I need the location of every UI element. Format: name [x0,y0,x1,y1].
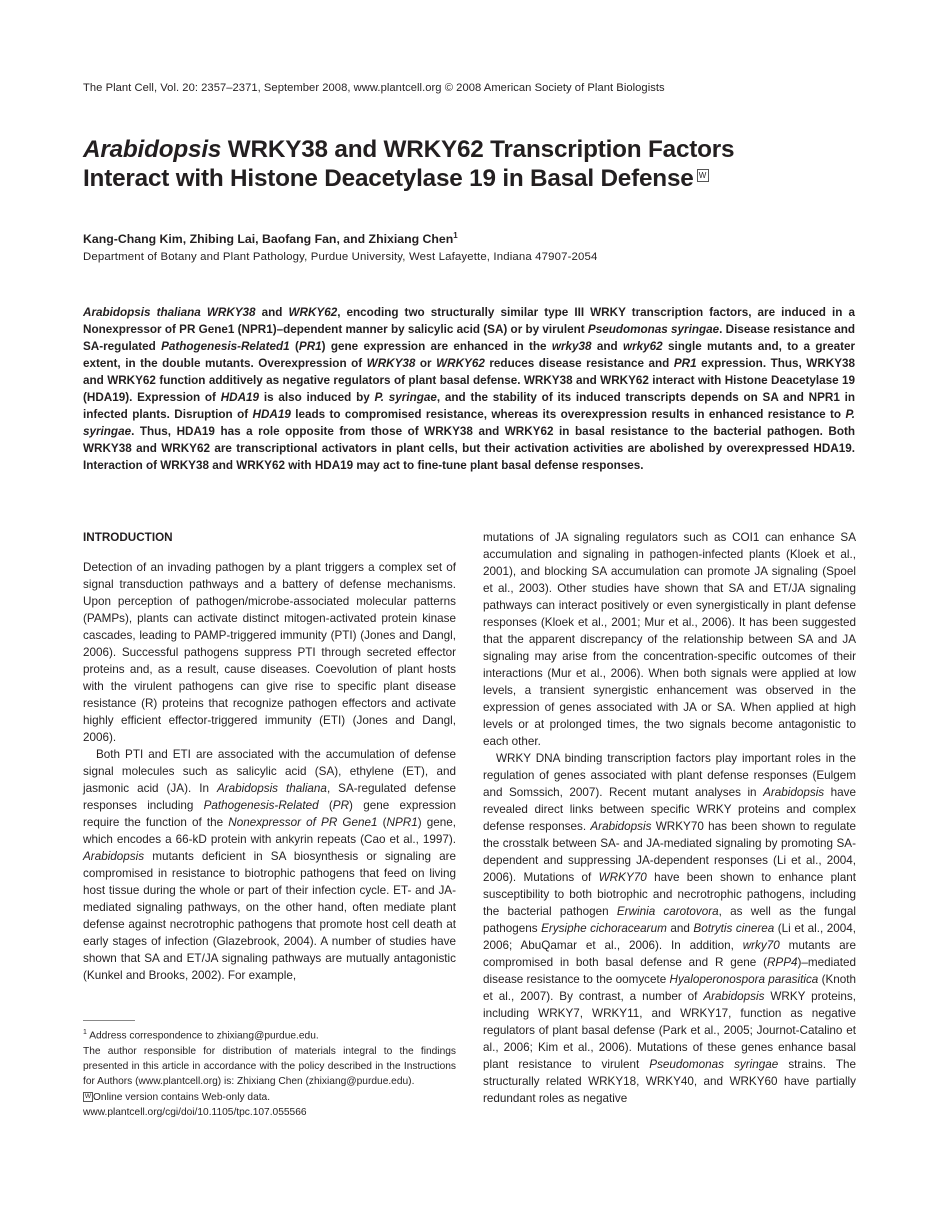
abstract: Arabidopsis thaliana WRKY38 and WRKY62, encoding two structurally similar type III WRKY transcription factors, are induced in a Nonexpressor of PR Gene1 (NPR1)–dependent manner by salicylic acid (SA) or by virulent Pseudomonas syringae. Disease resistance and SA-regulated Pathogenesis-Related1 (PR1) gene expression are enhanced in the wrky38 and wrky62 single mutants and, to a greater extent, in the double mutants. Overexpression of WRKY38 or WRKY62 reduces disease resistance and PR1 expression. Thus, WRKY38 and WRKY62 function additively as negative regulators of plant basal defense. WRKY38 and WRKY62 interact with Histone Deacetylase 19 (HDA19). Expression of HDA19 is also induced by P. syringae, and the stability of its induced transcripts depends on SA and NPR1 in infected plants. Disruption of HDA19 leads to compromised resistance, whereas its overexpression results in enhanced resistance to P. syringae. Thus, HDA19 has a role opposite from those of WRKY38 and WRKY62 in basal resistance to the bacterial pathogen. Both WRKY38 and WRKY62 are transcriptional activators in plant cells, but their activation activities are abolished by overexpressed HDA19. Interaction of WRKY38 and WRKY62 with HDA19 may act to fine-tune plant basal defense responses. [83,306,856,472]
web-data-badge-icon: W [697,169,709,182]
footnote-materials: The author responsible for distribution of materials integral to the findings presented in this article in accordance with the policy described in the Instructions for Authors (www.plantcell.org) is: Zhixiang Chen (zhixiang@purdue.edu). [83,1045,456,1088]
title-italic-genus: Arabidopsis [83,136,222,163]
body-column-left [83,529,456,984]
footnote-web-data: W Online version contains Web-only data. [84,1091,271,1103]
author-names: Kang-Chang Kim, Zhibing Lai, Baofang Fan, and Zhixiang Chen [83,232,454,247]
author-footnote-mark: 1 [453,231,458,240]
web-data-small-badge-icon: W [84,1092,92,1100]
author-affiliation: Department of Botany and Plant Pathology, Purdue University, West Lafayette, Indiana 47907-2054 [83,251,598,263]
intro-paragraph-3: mutations of JA signaling regulators such as COI1 can enhance SA accumulation and signaling in pathogen-infected plants (Kloek et al., 2001), and blocking SA accumulation can promote JA signaling (Spoel et al., 2003). Other studies have shown that SA and ET/JA signaling pathways can interact positively or even synergistically in plant defense responses (Kloek et al., 2001; Mur et al., 2006). It has been suggested that the apparent discrepancy of the relationship between SA and JA signaling may arise from the concentration-specific outcomes of their interactions (Mur et al., 2006). When both signals were applied at low levels, a transient synergistic enhancement was observed in the expression of genes associated with JA or SA. When applied at high levels or at prolonged times, the two signals become antagonistic to each other. [483,531,856,748]
intro-paragraph-1: Detection of an invading pathogen by a plant triggers a complex set of signal transduction pathways and a battery of defense mechanisms. Upon perception of pathogen/microbe-associated molecular patterns (PAMPs), plants can activate distinct mitogen-activated protein kinase cascades, leading to PAMP-triggered immunity (PTI) (Jones and Dangl, 2006). Successful pathogens suppress PTI through secreted effector proteins and, as a result, cause diseases. Coevolution of plant hosts with the virulent pathogens can give rise to specific plant disease resistance (R) proteins that recognize pathogen effectors and activate highly efficient effector-triggered immunity (ETI) (Jones and Dangl, 2006). [83,561,456,744]
footnotes [83,1025,456,1120]
article-title [83,135,863,193]
section-heading-introduction: INTRODUCTION [83,531,173,544]
journal-citation-line: The Plant Cell, Vol. 20: 2357–2371, September 2008, www.plantcell.org © 2008 American Society of Plant Biologists [83,82,665,94]
body-column-right [483,529,856,1107]
intro-paragraph-2: Both PTI and ETI are associated with the accumulation of defense signal molecules such as salicylic acid (SA), ethylene (ET), and jasmonic acid (JA). In Arabidopsis thaliana, SA-regulated defense responses including Pathogenesis-Related (PR) gene expression require the function of the Nonexpressor of PR Gene1 (NPR1) gene, which encodes a 66-kD protein with ankyrin repeats (Cao et al., 1997). Arabidopsis mutants deficient in SA biosynthesis or signaling are compromised in resistance to biotrophic pathogens that feed on living host tissue during the whole or part of their infection cycle. ET- and JA-mediated signaling pathways, on the other hand, often mediate plant defense against necrotrophic pathogens that promote host cell death at early stages of infection (Glazebrook, 2004). A number of studies have shown that SA and ET/JA signaling pathways are mutually antagonistic (Kunkel and Brooks, 2002). For example, [83,748,456,982]
footnote-doi-link[interactable]: www.plantcell.org/cgi/doi/10.1105/tpc.107.055566 [83,1106,307,1118]
title-line2: Interact with Histone Deacetylase 19 in Basal Defense [83,165,694,192]
footnote-correspondence: $^1$ Address correspondence to zhixiang@purdue.edu. [83,1029,319,1042]
author-list [83,231,458,246]
footnote-divider [83,1020,135,1021]
title-line1: WRKY38 and WRKY62 Transcription Factors [221,136,735,163]
intro-paragraph-4: WRKY DNA binding transcription factors play important roles in the regulation of genes associated with plant defense responses (Eulgem and Somssich, 2007). Recent mutant analyses in Arabidopsis have revealed direct links between specific WRKY proteins and complex defense responses. Arabidopsis WRKY70 has been shown to regulate the crosstalk between SA- and JA-mediated signaling by promoting SA-dependent and suppressing JA-dependent responses (Li et al., 2004, 2006). Mutations of WRKY70 have been shown to enhance plant susceptibility to both biotrophic and necrotrophic pathogens, including the bacterial pathogen Erwinia carotovora, as well as the fungal pathogens Erysiphe cichoracearum and Botrytis cinerea (Li et al., 2004, 2006; AbuQamar et al., 2006). In addition, wrky70 mutants are compromised in both basal defense and R gene (RPP4)–mediated disease resistance to the oomycete Hyaloperonospora parasitica (Knoth et al., 2007). By contrast, a number of Arabidopsis WRKY proteins, including WRKY7, WRKY11, and WRKY17, function as negative regulators of plant basal defense (Park et al., 2005; Journot-Catalino et al., 2006; Kim et al., 2006). Mutations of these genes enhance basal plant resistance to virulent Pseudomonas syringae strains. The structurally related WRKY18, WRKY40, and WRKY60 have partially redundant roles as negative [483,752,857,1105]
